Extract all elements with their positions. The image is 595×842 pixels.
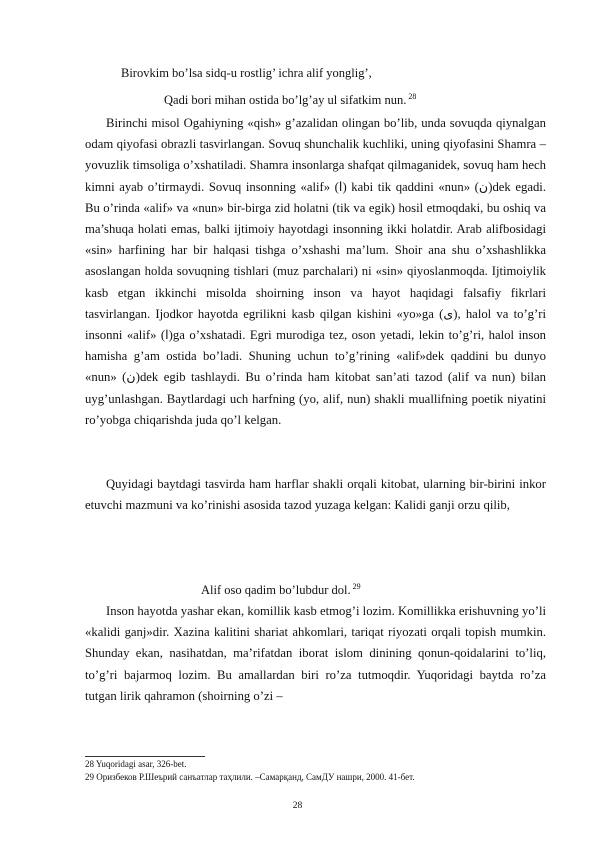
page-number: 28 <box>292 801 303 811</box>
footnote-ref-29: 29 <box>352 581 361 591</box>
verse-line-1 <box>121 65 372 81</box>
footnote-divider <box>85 756 205 757</box>
verse-line-1-text: Birovkim bo’lsa sidq-u rostlig’ ichra alif yonglig’, <box>121 66 372 80</box>
verse-line-2-text: Qadi bori mihan ostida bo’lg’ay ul sifatkim nun. <box>164 93 407 107</box>
body-paragraph-3: Inson hayotda yashar ekan, komillik kasb etmog’i lozim. Komillikka erishuvning yo’li «kalidi ganj»dir. Xazina kalitini shariat ahkomlari, tariqat riyozati orqali topish mumkin. Shunday ekan, nasihatdan, ma’rifatdan iborat islom dinining qonun-qoidalarini to’liq, to’g’ri bajarmoq lozim. Bu amallardan biri ro’za tutmoqdir. Yuqoridagi baytda ro’za tutgan lirik qahramon (shoirning o’zi – <box>85 604 546 703</box>
body-paragraph-2: Quyidagi baytdagi tasvirda ham harflar shakli orqali kitobat, ularning bir-birini inkor etuvchi mazmuni va ko’rinishi asosida tazod yuzaga kelgan: Kalidi ganji orzu qilib, <box>85 477 546 513</box>
body-paragraph-1: Birinchi misol Ogahiyning «qish» g’azalidan olingan bo’lib, unda sovuqda qiynalgan odam qiyofasi obrazli tasvirlangan. Sovuq shunchalik kuchliki, uning qiyofasini Shamra – yovuzlik timsoliga o’xshatiladi. Shamra insonlarga shafqat qilmaganidek, sovuq ham hech kimni ayab o’tirmaydi. Sovuq insonning «alif» (ا) kabi tik qaddini «nun» (ن)dek egadi. Bu o’rinda «alif» va «nun» bir-birga zid holatni (tik va egik) hosil etmoqdaki, bu oshiq va ma’shuqa holati emas, balki ijtimoiy hayotdagi insonning ikki holatdir. Arab alifbosidagi «sin» harfining har bir halqasi tishga o’xshashi ma’lum. Shoir ana shu o’xshashlikka asoslangan holda sovuqning tishlari (muz parchalari) ni «sin» qiyoslanmoqda. Ijtimoiylik kasb etgan ikkinchi misolda shoirning inson va hayot haqidagi falsafiy fikrlari tasvirlangan. Ijodkor hayotda egrilikni kasb qilgan kishini «yo»ga (ى), halol va to’g’ri insonni «alif» (ا)ga o’xshatadi. Egri murodiga tez, oson yetadi, lekin to’g’ri, halol inson hamisha g’am ostida bo’ladi. Shuning uchun to’g’rining «alif»dek qaddini bu dunyo «nun» (ن)dek egib tashlaydi. Bu o’rinda ham kitobat san’ati tazod (alif va nun) bilan uyg’unlashgan. Baytlardagi uch harfning (yo, alif, nun) shakli muallifning poetik niyatini ro’yobga chiqarishda juda qo’l kelgan. <box>85 116 547 427</box>
verse-line-3-text: Alif oso qadim bo’lubdur dol. <box>201 583 351 597</box>
footnote-ref-28: 28 <box>408 91 417 101</box>
verse-line-3 <box>201 582 361 598</box>
footnote-29: 29 Оризбеков Р.Шеърий санъатлар таҳлили. –Самарқанд, СамДУ нашри, 2000. 41-бет. <box>85 772 415 782</box>
verse-line-2 <box>164 92 416 108</box>
footnote-28: 28 Yuqoridagi asar, 326-bet. <box>85 759 187 769</box>
